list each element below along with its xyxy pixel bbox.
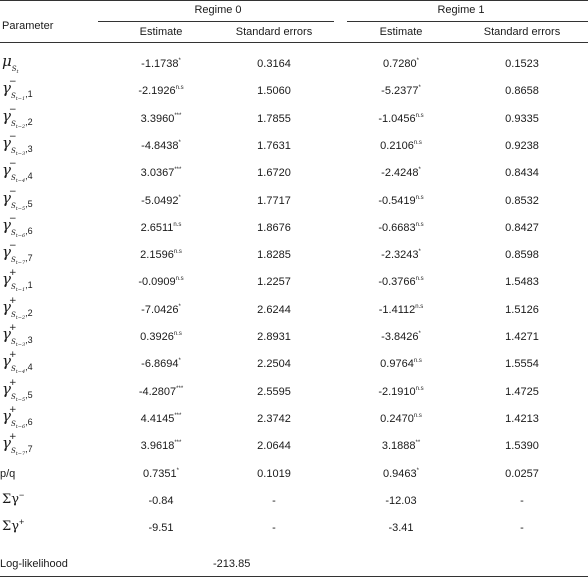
r0-se-value: 2.5595 [257, 386, 291, 398]
r1-se-value: 1.4725 [505, 386, 539, 398]
param-label: γ + $_{St-5,5}$ [2, 378, 33, 403]
significance-marker: n.s [173, 331, 182, 337]
r0-estimate-cell [140, 249, 182, 264]
r1-estimate-cell [378, 222, 423, 237]
r0-se-cell [257, 386, 291, 399]
r0-estimate-cell [138, 85, 183, 100]
r1-se-value: 0.8434 [505, 167, 539, 179]
header-r0-estimate: Estimate [139, 26, 183, 38]
r0-se-value: - [272, 495, 276, 507]
param-label: $\mu_{St}$ [2, 52, 19, 75]
significance-marker: * [178, 58, 181, 64]
header-parameter: Parameter [2, 20, 54, 32]
r0-se-cell [257, 167, 291, 180]
r1-se-value: 0.1523 [505, 58, 539, 70]
r1-estimate-value: -12.03 [385, 495, 417, 507]
header-rule [0, 42, 588, 43]
r0-se-value: 1.8676 [257, 222, 291, 234]
param-label: γ + $_{St-6,6}$ [2, 405, 33, 430]
r1-estimate-cell [380, 358, 422, 373]
r0-estimate-value: -6.8694 [141, 358, 179, 370]
significance-marker: n.s [175, 276, 184, 282]
significance-marker: * [178, 304, 181, 310]
r1-se-value: - [520, 522, 524, 534]
r1-estimate-cell [380, 413, 422, 428]
r1-se-value: 1.4213 [505, 413, 539, 425]
significance-marker: n.s [173, 222, 182, 228]
r1-estimate-value: -1.4112 [378, 304, 416, 316]
r1-estimate-cell [381, 85, 421, 100]
r0-estimate-value: 0.3926 [140, 331, 174, 343]
param-label: γ + $_{St-7,7}$ [2, 432, 33, 457]
r0-se-value: 1.2257 [257, 276, 291, 288]
r0-estimate-cell [148, 495, 173, 508]
significance-marker: n.s [415, 276, 424, 282]
r1-estimate-value: 3.1888 [381, 440, 416, 452]
r0-se-cell [257, 358, 291, 371]
r1-estimate-value: -3.41 [388, 522, 414, 534]
r1-se-value: - [520, 495, 524, 507]
r0-estimate-value: -9.51 [148, 522, 174, 534]
param-label: p/q [0, 468, 16, 480]
r0-estimate-value: 3.3960 [140, 113, 175, 125]
significance-marker: *** [174, 167, 182, 173]
regime1-rule [347, 21, 588, 22]
r1-estimate-cell [378, 195, 423, 210]
significance-marker: n.s [415, 222, 424, 228]
significance-marker: * [178, 358, 181, 364]
r0-se-cell [257, 440, 291, 453]
r1-estimate-cell [378, 113, 423, 128]
significance-marker: n.s [415, 113, 424, 119]
r0-se-cell [257, 85, 291, 98]
r0-se-cell [257, 195, 291, 208]
significance-marker: n.s [175, 85, 184, 91]
r0-se-cell [257, 304, 291, 317]
r1-estimate-value: -0.5419 [378, 195, 416, 207]
r0-estimate-value: -5.0492 [141, 195, 179, 207]
r1-estimate-cell [380, 140, 422, 155]
r0-estimate-cell [141, 195, 181, 210]
header-regime1: Regime 1 [437, 4, 485, 16]
r0-estimate-value: -4.8438 [141, 140, 179, 152]
r1-se-value: 0.9238 [505, 140, 539, 152]
r1-estimate-cell [378, 276, 423, 291]
param-label: γ − $_{St-4,4}$ [2, 159, 33, 184]
r1-estimate-value: 0.2470 [380, 413, 414, 425]
bottom-rule [0, 576, 588, 577]
r1-se-value: 0.8532 [505, 195, 539, 207]
r0-se-value: 1.7717 [257, 195, 291, 207]
r1-se-cell [505, 167, 539, 180]
significance-marker: * [178, 140, 181, 146]
r0-se-value: 2.6244 [257, 304, 291, 316]
r0-se-value: 1.8285 [257, 249, 291, 261]
r1-se-cell [505, 85, 539, 98]
header-r1-se: Standard errors [483, 26, 561, 38]
r1-estimate-value: 0.2106 [380, 140, 414, 152]
r0-estimate-value: 0.7351 [143, 468, 177, 480]
r1-estimate-value: -3.8426 [381, 331, 419, 343]
r0-estimate-value: -4.2807 [138, 386, 177, 398]
significance-marker: n.s [415, 195, 424, 201]
r0-estimate-value: 2.6511 [140, 222, 174, 234]
param-label: γ − $_{St-6,6}$ [2, 214, 33, 239]
r1-se-cell [505, 249, 539, 262]
significance-marker: * [178, 195, 181, 201]
r1-estimate-value: 0.9463 [383, 468, 417, 480]
r1-estimate-cell [383, 58, 419, 73]
r0-estimate-value: 3.9618 [140, 440, 175, 452]
r0-se-cell [272, 495, 276, 508]
r1-se-cell [505, 386, 539, 399]
param-label: γ + $_{St-3,3}$ [2, 323, 33, 348]
r0-estimate-value: 4.4145 [140, 413, 175, 425]
r1-estimate-cell [381, 331, 421, 346]
param-label: γ − $_{St-1,1}$ [2, 77, 33, 102]
r0-se-cell [257, 140, 291, 153]
r0-se-cell [257, 58, 291, 71]
r1-se-cell [505, 195, 539, 208]
r1-se-cell [505, 140, 539, 153]
r0-estimate-cell [148, 522, 173, 535]
r0-estimate-cell [141, 140, 181, 155]
r0-estimate-cell [141, 358, 181, 373]
r1-estimate-cell [381, 167, 421, 182]
r1-se-cell [505, 468, 539, 481]
significance-marker: n.s [415, 304, 424, 310]
r0-se-value: 2.2504 [257, 358, 291, 370]
r1-estimate-value: -2.3243 [381, 249, 419, 261]
r1-se-cell [505, 58, 539, 71]
r1-se-cell [505, 113, 539, 126]
loglik-value: -213.85 [213, 558, 251, 570]
r1-se-value: 1.5483 [505, 276, 539, 288]
r1-estimate-cell [381, 249, 421, 264]
r0-estimate-value: -2.1926 [138, 85, 176, 97]
significance-marker: ** [415, 440, 421, 446]
significance-marker: *** [174, 113, 182, 119]
r0-estimate-cell [139, 386, 183, 401]
r1-se-cell [505, 304, 539, 317]
r1-se-cell [505, 222, 539, 235]
r1-se-cell [520, 522, 524, 535]
r0-se-cell [272, 522, 276, 535]
r0-se-value: 2.3742 [257, 413, 291, 425]
r1-estimate-cell [383, 468, 419, 483]
significance-marker: n.s [173, 249, 182, 255]
r1-se-value: 0.0257 [505, 468, 539, 480]
r1-se-value: 0.8598 [505, 249, 539, 261]
r0-se-cell [257, 413, 291, 426]
r1-estimate-cell [382, 440, 420, 455]
r0-estimate-cell [140, 331, 182, 346]
param-label: γ − $_{St-2,2}$ [2, 105, 33, 130]
r0-estimate-value: -7.0426 [141, 304, 179, 316]
significance-marker: * [418, 167, 421, 173]
r0-se-value: 0.3164 [257, 58, 291, 70]
r0-estimate-value: 3.0367 [140, 167, 175, 179]
r0-estimate-cell [141, 413, 182, 428]
header-r1-estimate: Estimate [379, 26, 423, 38]
r1-estimate-cell [388, 522, 413, 535]
significance-marker: n.s [413, 358, 422, 364]
significance-marker: *** [174, 413, 182, 419]
r0-se-cell [257, 276, 291, 289]
r0-estimate-value: -0.0909 [138, 276, 176, 288]
r1-se-cell [505, 331, 539, 344]
r0-se-value: - [272, 522, 276, 534]
r0-estimate-cell [138, 276, 183, 291]
r0-estimate-value: -1.1738 [141, 58, 179, 70]
r1-estimate-value: 0.7280 [383, 58, 417, 70]
r0-se-value: 1.7855 [257, 113, 291, 125]
r0-se-cell [257, 249, 291, 262]
r1-se-value: 1.5126 [505, 304, 539, 316]
r0-se-value: 1.6720 [257, 167, 291, 179]
r1-se-value: 1.5390 [505, 440, 539, 452]
param-label: Σγ+ [2, 517, 25, 534]
significance-marker: *** [174, 440, 182, 446]
significance-marker: * [418, 249, 421, 255]
param-label: γ + $_{St-2,2}$ [2, 296, 33, 321]
r0-se-cell [257, 468, 291, 481]
loglik-label: Log-likelihood [0, 558, 68, 570]
r1-estimate-value: -0.3766 [378, 276, 416, 288]
r1-estimate-value: 0.9764 [380, 358, 414, 370]
r1-se-cell [520, 495, 524, 508]
r1-se-value: 0.9335 [505, 113, 539, 125]
header-r0-se: Standard errors [235, 26, 313, 38]
significance-marker: * [416, 58, 419, 64]
r1-estimate-cell [385, 495, 416, 508]
r1-se-value: 0.8427 [505, 222, 539, 234]
r0-se-value: 1.7631 [257, 140, 291, 152]
r1-se-cell [505, 413, 539, 426]
r1-se-value: 1.5554 [505, 358, 539, 370]
r1-se-cell [505, 440, 539, 453]
r1-estimate-cell [379, 304, 424, 319]
param-label: γ − $_{St-5,5}$ [2, 187, 33, 212]
param-label: γ − $_{St-3,3}$ [2, 132, 33, 157]
significance-marker: *** [176, 386, 184, 392]
r0-estimate-cell [141, 222, 182, 237]
r1-estimate-value: -2.4248 [381, 167, 419, 179]
r0-se-value: 1.5060 [257, 85, 291, 97]
r1-estimate-value: -5.2377 [381, 85, 419, 97]
significance-marker: * [418, 85, 421, 91]
header-regime0: Regime 0 [194, 4, 242, 16]
regime0-rule [98, 21, 334, 22]
significance-marker: n.s [415, 386, 424, 392]
r0-se-value: 0.1019 [257, 468, 291, 480]
top-rule [0, 0, 588, 1]
significance-marker: * [416, 468, 419, 474]
r1-estimate-cell [378, 386, 423, 401]
r0-estimate-cell [141, 440, 182, 455]
r0-se-cell [257, 113, 291, 126]
param-label: Σγ− [2, 490, 25, 507]
r0-se-value: 2.8931 [257, 331, 291, 343]
r0-estimate-cell [141, 167, 182, 182]
r0-estimate-cell [141, 304, 181, 319]
r0-estimate-value: 2.1596 [140, 249, 174, 261]
r0-estimate-cell [143, 468, 179, 483]
significance-marker: n.s [413, 413, 422, 419]
param-label: γ + $_{St-4,4}$ [2, 350, 33, 375]
r1-se-cell [505, 276, 539, 289]
significance-marker: n.s [413, 140, 422, 146]
r0-estimate-cell [141, 113, 182, 128]
param-label: γ − $_{St-7,7}$ [2, 241, 33, 266]
r1-se-value: 1.4271 [505, 331, 539, 343]
r1-estimate-value: -0.6683 [378, 222, 416, 234]
r0-estimate-value: -0.84 [148, 495, 174, 507]
r0-se-cell [257, 331, 291, 344]
r1-estimate-value: -1.0456 [378, 113, 416, 125]
r0-se-cell [257, 222, 291, 235]
significance-marker: * [176, 468, 179, 474]
r1-estimate-value: -2.1910 [378, 386, 416, 398]
r0-estimate-cell [141, 58, 181, 73]
r0-se-value: 2.0644 [257, 440, 291, 452]
param-label: γ + $_{St-1,1}$ [2, 268, 33, 293]
significance-marker: * [418, 331, 421, 337]
r1-se-cell [505, 358, 539, 371]
r1-se-value: 0.8658 [505, 85, 539, 97]
